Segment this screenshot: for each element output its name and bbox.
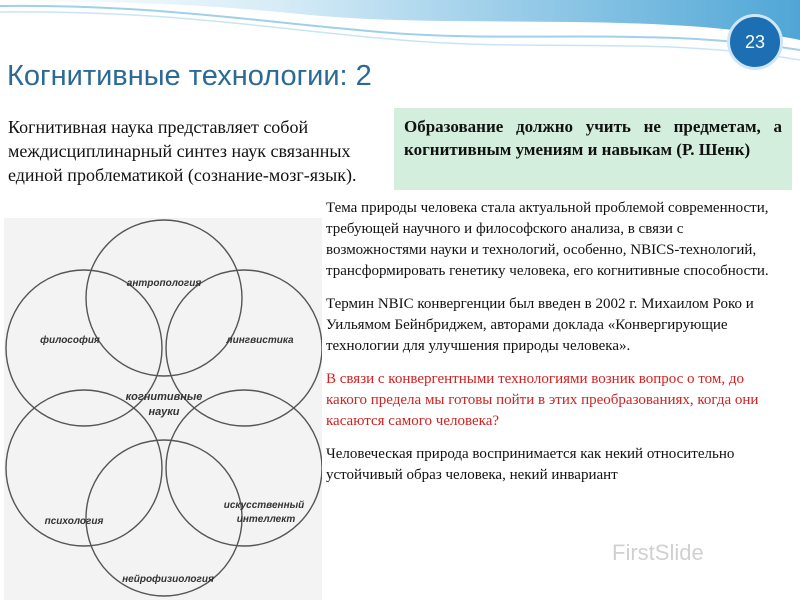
label-anthropology: антропология [126,278,202,289]
body-text [326,198,774,498]
intro-text: Когнитивная наука представляет собой междисциплинарный синтез наук связанных единой проблематикой (сознание-мозг-язык). [8,117,357,185]
label-ai-line1: искусственный [223,500,305,511]
cognitive-sciences-diagram [4,218,322,600]
label-psychology: психология [44,516,104,527]
watermark: FirstSlide [612,540,704,565]
label-ai-line2: интеллект [236,514,296,525]
page-number-badge: 23 [727,14,783,70]
label-center-line1: когнитивные [125,391,203,403]
paragraph-nbic-term: Термин NBIC конвергенции был введен в 2002 г. Михаилом Роко и Уильямом Бейнбриджем, авторами доклада «Конвергирующие технологии для улучшения природы человека». [326,296,754,354]
quote-box: Образование должно учить не предметам, а когнитивным умениям и навыкам (Р. Шенк) [394,108,792,190]
paragraph-human-nature: Человеческая природа воспринимается как некий относительно устойчивый образ человека, некий инвариант [326,446,735,483]
label-linguistics: лингвистика [226,335,294,346]
label-philosophy: философия [40,335,100,346]
label-neurophysiology: нейрофизиология [122,574,214,585]
paragraph-question: В связи с конвергентными технологиями возник вопрос о том, до какого предела мы готовы пойти в этих преобразованиях, когда они касаются самого человека? [326,371,759,429]
paragraph-nbics: Тема природы человека стала актуальной проблемой современности, требующей научного и философского анализа, в связи с возможностями науки и технологий, особенно, NBICS-технологий, трансформировать генетику человека, его когнитивные способности. [326,200,769,279]
label-center-line2: науки [148,406,180,418]
slide-title: Когнитивные технологии: 2 [7,60,372,92]
